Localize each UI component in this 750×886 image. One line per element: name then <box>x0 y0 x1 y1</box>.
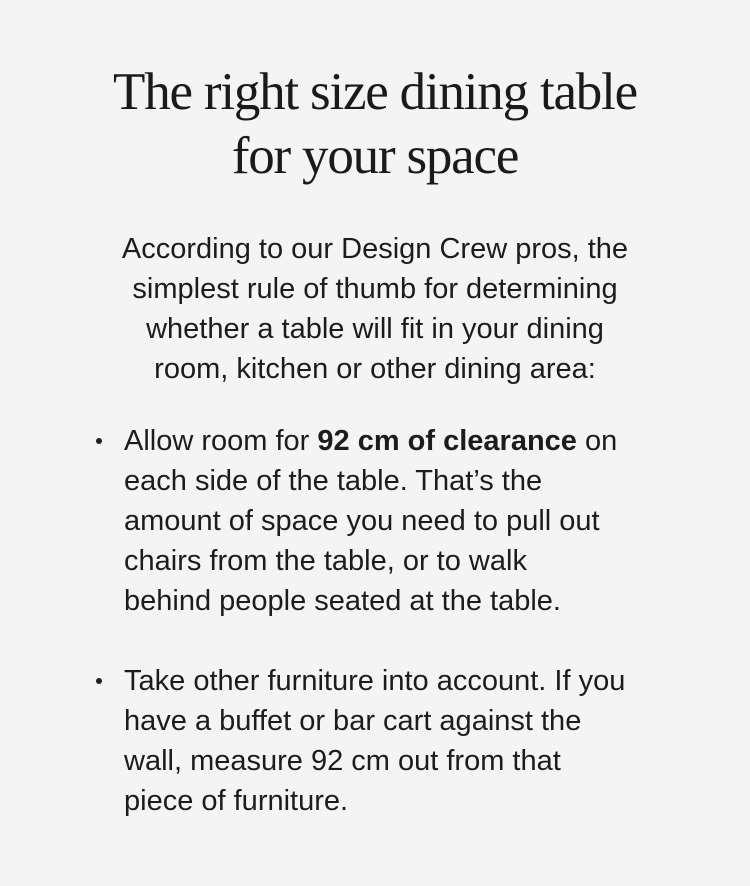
bullet-line: amount of space you need to pull out <box>124 505 600 537</box>
bullet-text: Allow room for <box>124 425 318 457</box>
title-line: The right size dining table <box>113 63 637 121</box>
intro-line: whether a table will fit in your dining <box>146 313 604 345</box>
bullet-line: piece of furniture. <box>124 785 349 817</box>
title-line: for your space <box>231 127 519 185</box>
intro-paragraph <box>80 229 670 389</box>
page-title <box>0 60 750 188</box>
bullet-line: each side of the table. That’s the <box>124 465 543 497</box>
bullet-line: have a buffet or bar cart against the <box>124 705 582 737</box>
list-item <box>0 421 684 621</box>
bullet-text: on <box>576 425 618 457</box>
bullet-line: wall, measure 92 cm out from that <box>124 745 561 777</box>
bullet-line: Take other furniture into account. If you <box>124 665 626 697</box>
intro-line: simplest rule of thumb for determining <box>132 273 618 305</box>
clearance-highlight: 92 cm of clearance <box>317 425 577 457</box>
bullet-line <box>124 421 684 461</box>
bullet-dot-icon <box>96 438 102 444</box>
bullet-dot-icon <box>96 678 102 684</box>
intro-line: According to our Design Crew pros, the <box>121 233 629 265</box>
list-item <box>0 661 684 821</box>
intro-line: room, kitchen or other dining area: <box>154 353 596 385</box>
bullet-line: behind people seated at the table. <box>124 585 561 617</box>
bullet-line: chairs from the table, or to walk <box>124 545 527 577</box>
tips-list <box>0 421 750 821</box>
